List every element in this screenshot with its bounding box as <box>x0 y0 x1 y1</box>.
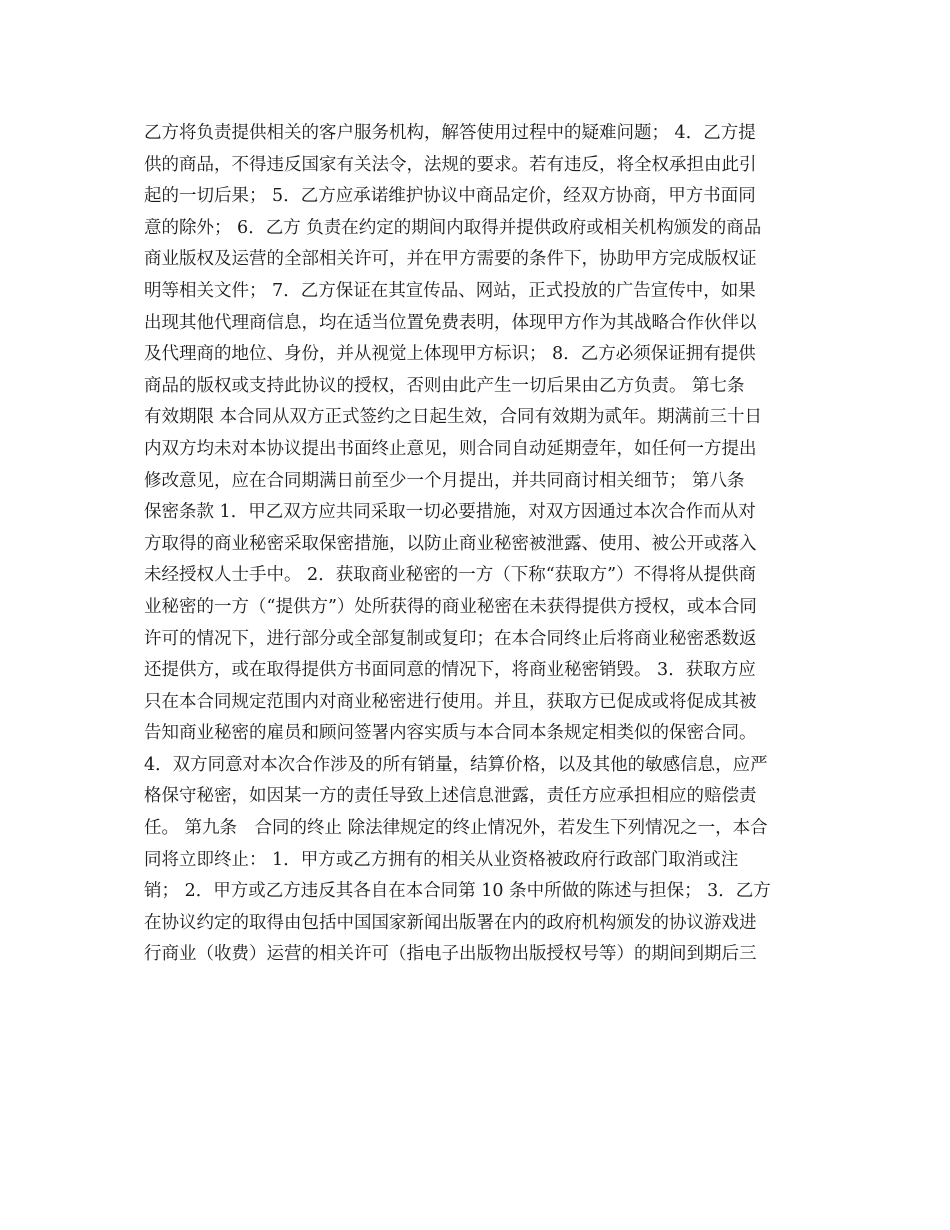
text-line: 内双方均未对本协议提出书面终止意见，则合同自动延期壹年，如任何一方提出 <box>144 438 757 459</box>
text-line: 4．双方同意对本次合作涉及的所有销量，结算价格，以及其他的敏感信息，应严 <box>144 754 768 775</box>
text-line: 许可的情况下，进行部分或全部复制或复印；在本合同终止后将商业秘密悉数返 <box>144 628 757 649</box>
text-line: 未经授权人士手中。 2．获取商业秘密的一方（下称“获取方”）不得将从提供商 <box>144 565 757 586</box>
text-line: 乙方将负责提供相关的客户服务机构，解答使用过程中的疑难问题； 4．乙方提 <box>144 123 756 143</box>
text-line: 明等相关文件； 7．乙方保证在其宣传品、网站，正式投放的广告宣传中，如果 <box>144 280 756 301</box>
text-line: 方取得的商业秘密采取保密措施，以防止商业秘密被泄露、使用、被公开或落入 <box>144 533 757 554</box>
text-line: 及代理商的地位、身份，并从视觉上体现甲方标识； 8．乙方必须保证拥有提供 <box>144 344 756 365</box>
text-line: 业秘密的一方（“提供方”）处所获得的商业秘密在未获得提供方授权，或本合同 <box>144 596 757 617</box>
text-line: 保密条款 1．甲乙双方应共同采取一切必要措施，对双方因通过本次合作而从对 <box>144 502 756 523</box>
text-line: 销； 2．甲方或乙方违反其各自在本合同第 10 条中所做的陈述与担保； 3．乙方 <box>144 881 771 902</box>
text-line: 起的一切后果； 5．乙方应承诺维护协议中商品定价，经双方协商，甲方书面同 <box>144 186 756 207</box>
text-line: 有效期限 本合同从双方正式签约之日起生效，合同有效期为贰年。期满前三十日 <box>144 407 763 428</box>
text-line: 同将立即终止： 1．甲方或乙方拥有的相关从业资格被政府行政部门取消或注 <box>144 849 739 870</box>
text-line: 任。 第九条 合同的终止 除法律规定的终止情况外，若发生下列情况之一，本合 <box>144 818 768 839</box>
text-line: 商品的版权或支持此协议的授权，否则由此产生一切后果由乙方负责。 第七条 <box>144 375 745 396</box>
contract-text-body <box>144 118 824 971</box>
text-line: 出现其他代理商信息，均在适当位置免费表明，体现甲方作为其战略合作伙伴以 <box>144 312 757 333</box>
text-line: 意的除外； 6．乙方 负责在约定的期间内取得并提供政府或相关机构颁发的商品 <box>144 217 762 238</box>
text-line: 格保守秘密，如因某一方的责任导致上述信息泄露，责任方应承担相应的赔偿责 <box>144 786 757 807</box>
text-line: 商业版权及运营的全部相关许可，并在甲方需要的条件下，协助甲方完成版权证 <box>144 249 757 270</box>
text-line: 修改意见，应在合同期满日前至少一个月提出，并共同商讨相关细节； 第八条 <box>144 470 745 491</box>
text-line: 只在本合同规定范围内对商业秘密进行使用。并且，获取方已促成或将促成其被 <box>144 691 757 712</box>
text-line: 告知商业秘密的雇员和顾问签署内容实质与本合同本条规定相类似的保密合同。 <box>144 723 757 744</box>
text-line: 行商业（收费）运营的相关许可（指电子出版物出版授权号等）的期间到期后三 <box>144 944 757 965</box>
text-line: 在协议约定的取得由包括中国国家新闻出版署在内的政府机构颁发的协议游戏进 <box>144 912 757 933</box>
text-line: 还提供方，或在取得提供方书面同意的情况下，将商业秘密销毁。 3．获取方应 <box>144 660 756 681</box>
text-line: 供的商品，不得违反国家有关法令，法规的要求。若有违反，将全权承担由此引 <box>144 154 757 175</box>
